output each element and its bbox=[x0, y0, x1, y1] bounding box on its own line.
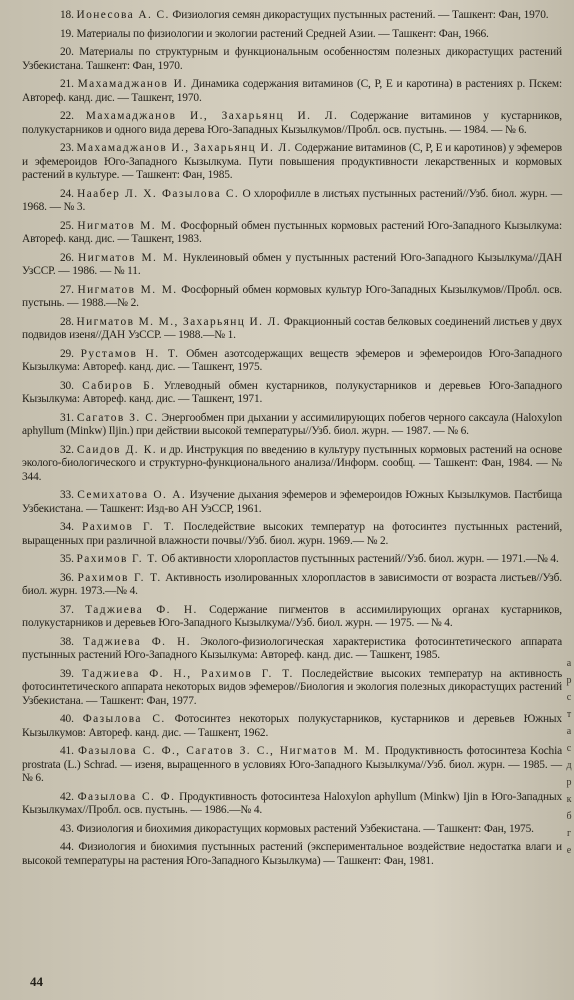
reference-text: Содержание витаминов у кустарников, полукустарников и одного вида дерева Юго-Западных Кызылкумов//Пробл. осв. пустынь. — 1984. — № 6. bbox=[22, 110, 563, 136]
reference-entry bbox=[22, 636, 562, 663]
reference-text: и др. Инструкция по введению в культуру пустынных кормовых растений на основе эколого-биологического и структурно-функционального анализа//Информ. сообщ. — Ташкент: Фан, 1984. — № 344. bbox=[22, 443, 563, 483]
reference-text: Последействие высоких температур на фотосинтез пустынных растений, выращенных при различной влажности почвы//Узб. биол. журн. 1969.— № 2. bbox=[22, 521, 563, 547]
reference-number: 27. bbox=[60, 283, 74, 296]
reference-entry bbox=[22, 78, 562, 105]
edge-letter: е bbox=[566, 845, 572, 856]
edge-letter: г bbox=[566, 828, 572, 839]
reference-author: Ионесова А. С. bbox=[76, 9, 170, 21]
reference-entry bbox=[22, 713, 562, 740]
reference-author: Сабиров Б. bbox=[82, 379, 156, 392]
reference-entry bbox=[22, 284, 562, 311]
edge-letter: а bbox=[566, 658, 572, 669]
reference-text: Материалы по структурным и функциональным особенностям полезных дикорастущих растений Узбекистана. Ташкент: Фан, 1970. bbox=[22, 46, 562, 72]
reference-entry bbox=[22, 46, 562, 73]
reference-number: 20. bbox=[60, 46, 74, 58]
reference-author: Таджиева Ф. Н., Рахимов Г. Т. bbox=[81, 667, 294, 680]
reference-author: Рустамов Н. Т. bbox=[80, 347, 180, 360]
reference-number: 33. bbox=[60, 489, 74, 501]
reference-entry bbox=[22, 604, 562, 631]
reference-text: Нуклеиновый обмен у пустынных растений Юго-Западного Кызылкума//ДАН УзССР. — 1986. — № 11. bbox=[22, 251, 563, 277]
reference-number: 31. bbox=[60, 411, 74, 424]
reference-number: 18. bbox=[60, 9, 74, 21]
edge-letter: р bbox=[566, 675, 572, 686]
edge-letter: к bbox=[566, 794, 572, 805]
reference-entry bbox=[22, 572, 562, 599]
edge-letter: б bbox=[566, 811, 572, 822]
reference-entry bbox=[22, 412, 562, 439]
reference-text: Фракционный состав белковых соединений листьев у двух подвидов изеня//ДАН УзССР. — 1988.—№ 1. bbox=[22, 315, 563, 341]
reference-entry bbox=[22, 521, 562, 548]
edge-letter: с bbox=[566, 692, 572, 703]
reference-number: 43. bbox=[60, 822, 74, 835]
reference-text: Физиология и биохимия пустынных растений (экспериментальное воздействие недостатка влаги и высокой температуры на растения Юго-Западного Кызылкума) — Ташкент: Фан, 1981. bbox=[22, 841, 562, 867]
reference-text: Эколого-физиологическая характеристика фотосинтетического аппарата пустынных растений Юго-Западного Кызылкума: Автореф. канд. дис. — Ташкент, 1985. bbox=[22, 635, 563, 661]
reference-number: 21. bbox=[60, 78, 74, 90]
reference-text: Обмен азотсодержащих веществ эфемеров и эфемероидов Юго-Западного Кызылкума: Автореф. канд. дис. — Ташкент, 1975. bbox=[22, 347, 562, 373]
reference-number: 25. bbox=[60, 219, 74, 232]
adjacent-page-edge-letters bbox=[565, 655, 573, 859]
reference-number: 34. bbox=[60, 521, 74, 533]
reference-author: Махамаджанов И., Захарьянц И. Л. bbox=[76, 142, 292, 154]
reference-entry bbox=[22, 823, 562, 837]
reference-number: 29. bbox=[60, 347, 74, 360]
reference-author: Таджиева Ф. Н. bbox=[85, 603, 198, 616]
reference-entry bbox=[22, 553, 562, 567]
reference-text: Содержание пигментов в ассимилирующих органах кустарников, полукустарников и деревьев Юго-Западного Кызылкума//Узб. биол. журн. — 1975. — № 4. bbox=[22, 603, 563, 629]
reference-author: Фазылова С. bbox=[82, 713, 166, 725]
reference-number: 22. bbox=[60, 110, 74, 122]
reference-entry bbox=[22, 9, 562, 23]
reference-text: Физиология семян дикорастущих пустынных растений. — Ташкент: Фан, 1970. bbox=[172, 9, 549, 21]
reference-entry bbox=[22, 252, 562, 279]
reference-author: Рахимов Г. Т. bbox=[82, 521, 176, 533]
reference-number: 28. bbox=[60, 315, 74, 328]
reference-author: Махамаджанов И., Захарьянц И. Л. bbox=[85, 110, 339, 122]
reference-entry bbox=[22, 110, 562, 137]
reference-text: Энергообмен при дыхании у ассимилирующих побегов черного саксаула (Haloxylon aphyllum (Minkw) Iljin.) при действии высокой температуры//Узб. биол. журн. — 1987. — № 6. bbox=[22, 411, 562, 437]
reference-number: 24. bbox=[60, 187, 74, 200]
reference-author: Нигматов М. М. bbox=[77, 219, 177, 232]
reference-number: 40. bbox=[60, 713, 74, 725]
reference-text: Углеводный обмен кустарников, полукустарников и деревьев Юго-Западного Кызылкума: Автореф. канд. дис. — Ташкент, 1971. bbox=[22, 379, 563, 405]
page-number: 44 bbox=[30, 974, 43, 989]
reference-text: О хлорофилле в листьях пустынных растений//Узб. биол. журн. — 1968. — № 3. bbox=[22, 187, 562, 213]
reference-author: Семихатова О. А. bbox=[77, 489, 187, 501]
reference-entry bbox=[22, 745, 562, 786]
reference-number: 19. bbox=[60, 27, 74, 40]
reference-number: 23. bbox=[60, 142, 74, 154]
reference-text: Фосфорный обмен пустынных кормовых растений Юго-Западного Кызылкума: Автореф. канд. дис. — Ташкент, 1983. bbox=[22, 219, 562, 245]
reference-entry bbox=[22, 188, 562, 215]
reference-number: 44. bbox=[60, 841, 74, 853]
reference-text: Содержание витаминов (С, Р, Е и каротинов) у эфемеров и эфемероидов Юго-Западного Кызылкума. Пути повышения продуктивности лекарственных и кормовых растений в культуре. — Ташкент: Фан, 1985. bbox=[22, 142, 563, 181]
reference-text: Фотосинтез некоторых полукустарников, кустарников и деревьев Южных Кызылкумов: Автореф. канд. дис. — Ташкент, 1962. bbox=[22, 713, 562, 739]
reference-text: Динамика содержания витаминов (С, Р, Е и каротина) в растениях р. Пскем: Автореф. канд. дис. — Ташкент, 1970. bbox=[22, 78, 562, 104]
reference-author: Рахимов Г. Т. bbox=[76, 553, 159, 565]
reference-entry bbox=[22, 489, 562, 516]
reference-author: Фазылова С. Ф., Сагатов З. С., Нигматов М. М. bbox=[77, 745, 381, 757]
reference-author: Рахимов Г. Т. bbox=[77, 571, 162, 584]
reference-number: 36. bbox=[60, 571, 74, 584]
reference-entry bbox=[22, 841, 562, 868]
edge-letter: т bbox=[566, 709, 572, 720]
reference-entry bbox=[22, 380, 562, 407]
reference-entry bbox=[22, 444, 562, 485]
reference-number: 35. bbox=[60, 553, 74, 565]
reference-author: Нигматов М. М. bbox=[77, 283, 178, 296]
reference-author: Нигматов М. М., Захарьянц И. Л. bbox=[76, 315, 282, 328]
reference-entry bbox=[22, 220, 562, 247]
reference-entry bbox=[22, 316, 562, 343]
reference-text: Последействие высоких температур на активность фотосинтетического аппарата некоторых видов эфемеров//Биология и экология полезных дикорастущих растений Узбекистана. — Ташкент: Фан, 1977. bbox=[22, 667, 563, 707]
reference-author: Саидов Д. К. bbox=[76, 443, 157, 456]
reference-number: 26. bbox=[60, 251, 74, 264]
reference-entry bbox=[22, 348, 562, 375]
edge-letter: с bbox=[566, 743, 572, 754]
reference-text: Продуктивность фотосинтеза Kochia prostrata (L.) Schrad. — изеня, выращенного в условиях Юго-Западного Кызылкума//Узб. биол. журн. — 1985. — № 6. bbox=[22, 745, 562, 784]
reference-number: 37. bbox=[60, 603, 74, 616]
reference-list bbox=[22, 9, 562, 868]
reference-text: Фосфорный обмен кормовых культур Юго-Западных Кызылкумов//Пробл. осв. пустынь. — 1988.—№ 2. bbox=[22, 283, 562, 309]
reference-author: Махамаджанов И. bbox=[77, 78, 188, 90]
reference-number: 30. bbox=[60, 379, 74, 392]
reference-text: Активность изолированных хлоропластов в зависимости от возраста листьев//Узб. биол. журн. 1973.—№ 4. bbox=[22, 571, 562, 597]
reference-author: Нигматов М. М. bbox=[77, 251, 179, 264]
reference-number: 41. bbox=[60, 745, 74, 757]
edge-letter: р bbox=[566, 777, 572, 788]
reference-entry bbox=[22, 28, 562, 42]
reference-entry bbox=[22, 668, 562, 709]
reference-entry bbox=[22, 142, 562, 183]
reference-text: Изучение дыхания эфемеров и эфемероидов Южных Кызылкумов. Пастбища Узбекистана. — Ташкент: Изд-во АН УзССР, 1961. bbox=[22, 489, 563, 515]
reference-number: 38. bbox=[60, 635, 74, 648]
reference-author: Сагатов З. С. bbox=[76, 411, 159, 424]
reference-author: Фазылова С. Ф. bbox=[77, 790, 176, 803]
reference-author: Наабер Л. Х. Фазылова С. bbox=[77, 187, 240, 200]
reference-number: 42. bbox=[60, 790, 74, 803]
reference-text: Продуктивность фотосинтеза Haloxylon aphyllum (Minkw) Ijin в Юго-Западных Кызылкумах//Пробл. осв. пустынь. — 1986.—№ 4. bbox=[22, 790, 562, 816]
edge-letter: а bbox=[566, 726, 572, 737]
reference-text: Материалы по физиологии и экологии растений Средней Азии. — Ташкент: Фан, 1966. bbox=[76, 27, 489, 40]
reference-number: 39. bbox=[60, 667, 74, 680]
reference-text: Об активности хлоропластов пустынных растений//Узб. биол. журн. — 1971.—№ 4. bbox=[161, 553, 559, 565]
reference-author: Таджиева Ф. Н. bbox=[83, 635, 192, 648]
edge-letter: д bbox=[566, 760, 572, 771]
reference-entry bbox=[22, 791, 562, 818]
reference-text: Физиология и биохимия дикорастущих кормовых растений Узбекистана. — Ташкент: Фан, 1975. bbox=[76, 822, 534, 835]
reference-number: 32. bbox=[60, 443, 74, 456]
